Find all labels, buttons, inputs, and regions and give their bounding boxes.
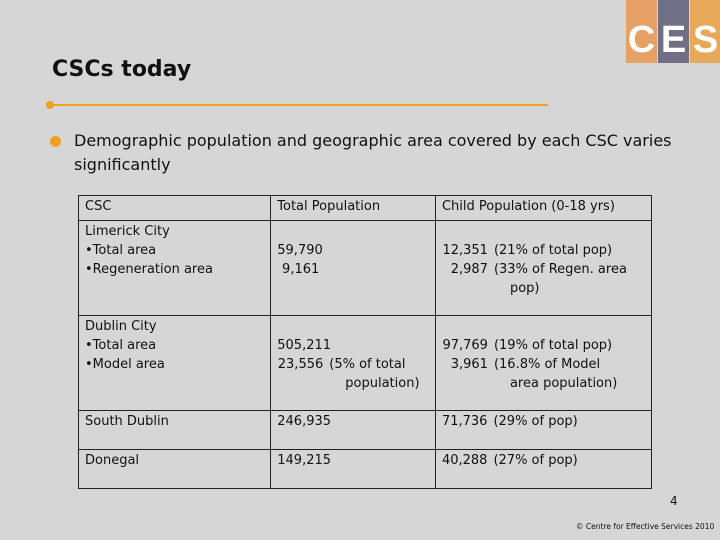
limerick-total-pop: 59,790 <box>277 243 323 258</box>
donegal-name: Donegal <box>79 450 271 489</box>
limerick-child-regen-note-cont: pop) <box>509 281 540 296</box>
table-row-donegal <box>79 450 652 489</box>
limerick-name: Limerick City <box>85 224 170 239</box>
csc-population-table <box>78 195 652 489</box>
header-total-population: Total Population <box>271 196 436 221</box>
south-dublin-name: South Dublin <box>79 411 271 450</box>
limerick-child-regen: 2,987 <box>450 262 488 277</box>
limerick-child-cell <box>435 221 651 316</box>
title-underline <box>46 101 548 109</box>
dublin-total-pop: 505,211 <box>277 338 332 353</box>
underline-bar <box>52 104 548 106</box>
donegal-child-cell <box>435 450 651 489</box>
south-dublin-child: 71,736 <box>441 414 488 429</box>
header-csc: CSC <box>79 196 271 221</box>
dublin-child-total: 97,769 <box>442 338 488 353</box>
donegal-child-note: (27% of pop) <box>493 453 578 468</box>
dublin-model-pop: 23,556 <box>277 357 324 372</box>
limerick-child-total: 12,351 <box>442 243 488 258</box>
limerick-name-cell <box>79 221 271 316</box>
dublin-name: Dublin City <box>85 319 157 334</box>
south-dublin-child-note: (29% of pop) <box>493 414 578 429</box>
table-row-south-dublin <box>79 411 652 450</box>
slide-title: CSCs today <box>52 57 192 82</box>
limerick-total-area-label: •Total area <box>85 243 157 258</box>
dublin-child-total-note: (19% of total pop) <box>493 338 613 353</box>
dublin-pop-cell <box>271 316 436 411</box>
dublin-model-pop-note: (5% of total <box>329 357 406 372</box>
logo-letter-s: S <box>690 0 720 63</box>
dublin-child-model-note: (16.8% of Model <box>493 357 601 372</box>
dublin-total-area-label: •Total area <box>85 338 157 353</box>
header-child-population: Child Population (0-18 yrs) <box>435 196 651 221</box>
underline-dot <box>46 101 54 109</box>
dublin-child-cell <box>435 316 651 411</box>
limerick-child-regen-note: (33% of Regen. area <box>493 262 627 277</box>
limerick-child-total-note: (21% of total pop) <box>493 243 613 258</box>
bullet-point <box>50 129 690 177</box>
south-dublin-pop: 246,935 <box>271 411 436 450</box>
donegal-child: 40,288 <box>441 453 488 468</box>
logo-letter-c: C <box>626 0 657 63</box>
logo-letter-e: E <box>658 0 689 63</box>
table-row-limerick <box>79 221 652 316</box>
bullet-icon <box>50 136 61 147</box>
dublin-name-cell <box>79 316 271 411</box>
table-header-row <box>79 196 652 221</box>
limerick-pop-cell <box>271 221 436 316</box>
dublin-model-pop-note-cont: population) <box>345 376 420 391</box>
south-dublin-child-cell <box>435 411 651 450</box>
ces-logo <box>626 0 720 63</box>
bullet-text: Demographic population and geographic area covered by each CSC varies significantly <box>74 131 672 174</box>
dublin-child-model: 3,961 <box>450 357 488 372</box>
donegal-pop: 149,215 <box>271 450 436 489</box>
limerick-regeneration-label: •Regeneration area <box>85 262 213 277</box>
limerick-regen-pop: 9,161 <box>282 262 320 277</box>
page-number: 4 <box>670 494 678 508</box>
table-row-dublin <box>79 316 652 411</box>
copyright-text: © Centre for Effective Services 2010 <box>576 522 715 531</box>
dublin-model-area-label: •Model area <box>85 357 165 372</box>
dublin-child-model-note-cont: area population) <box>509 376 618 391</box>
